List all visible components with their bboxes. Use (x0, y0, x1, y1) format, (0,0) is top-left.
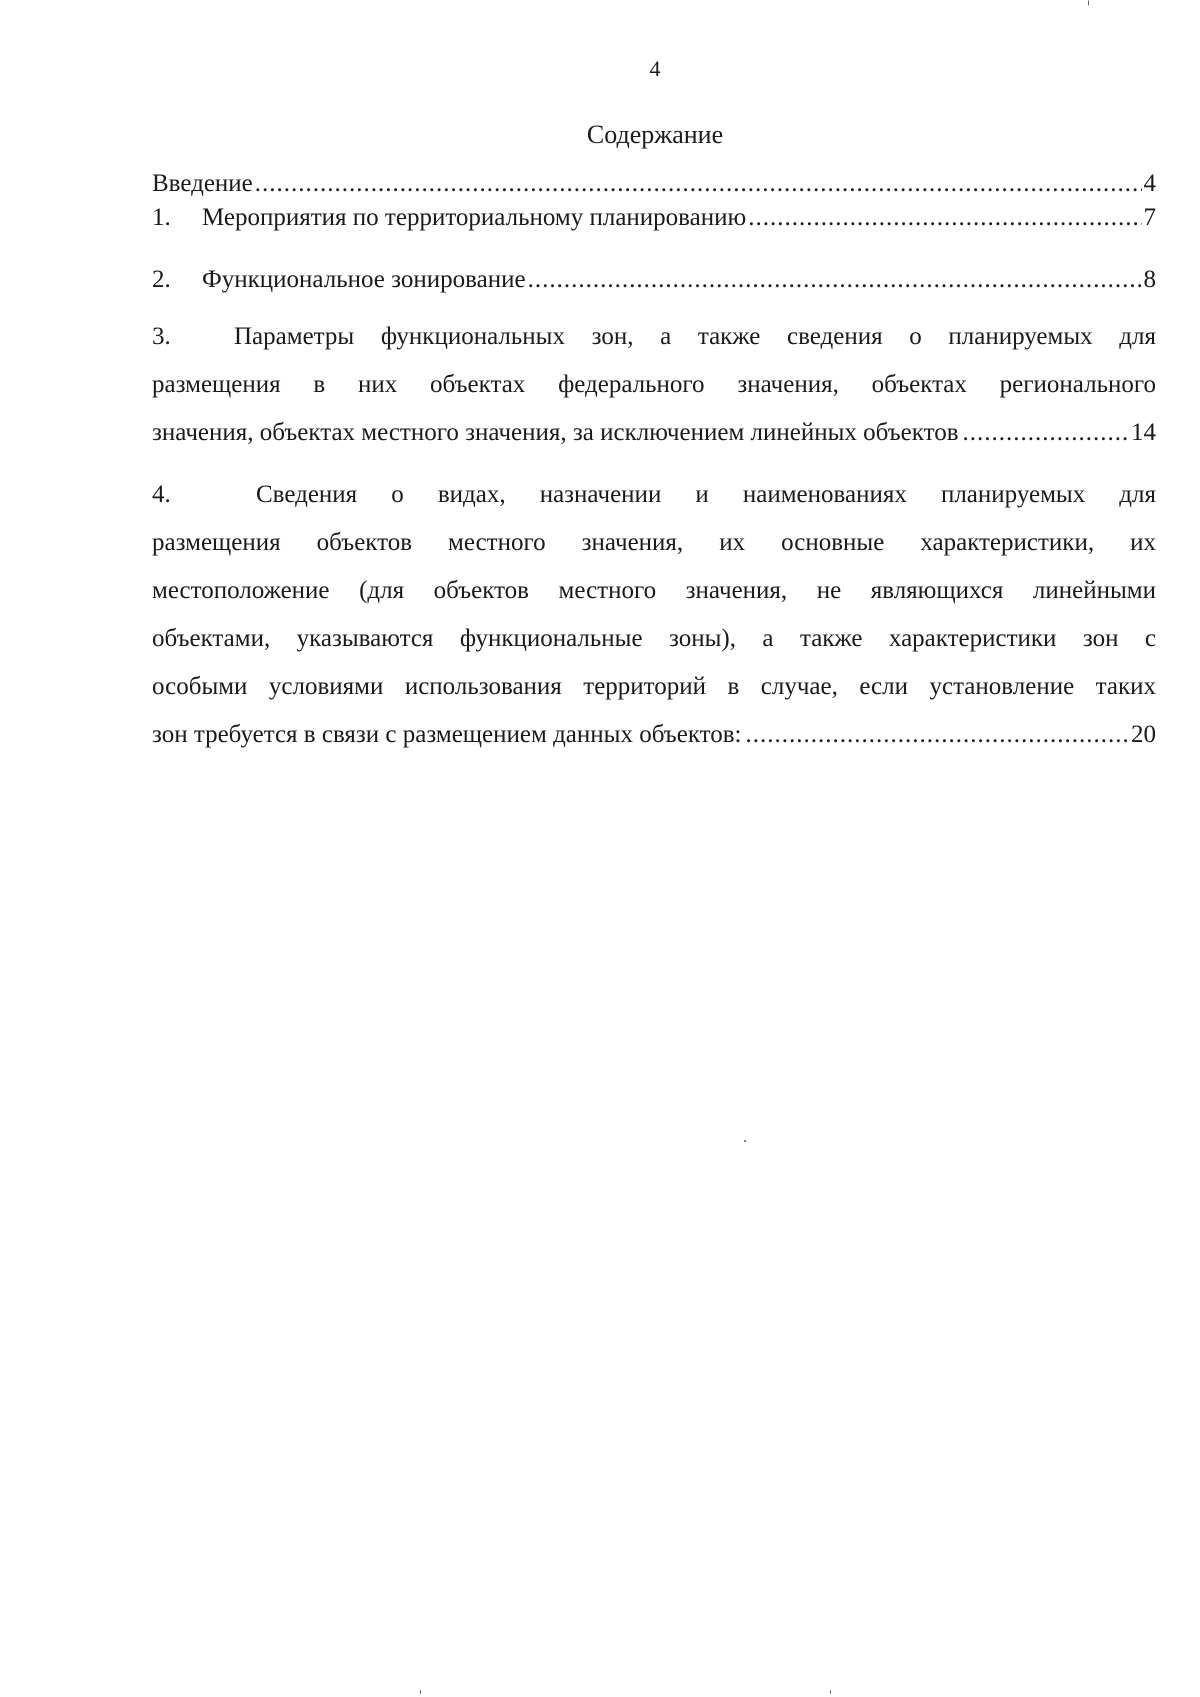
scan-speck (744, 1140, 746, 1142)
leader-dots (255, 166, 1142, 202)
scan-speck (1088, 0, 1089, 6)
toc-entry-3[interactable] (152, 313, 1156, 457)
toc-entry-number: 2. (152, 266, 171, 293)
page-number: 4 (649, 56, 661, 81)
toc-entry-2[interactable] (152, 262, 1156, 298)
toc-entry-page: 4 (1143, 170, 1156, 197)
toc-entry-number: 1. (152, 204, 171, 231)
toc-entry-intro[interactable] (152, 166, 1156, 202)
toc-entry-line (152, 409, 1156, 457)
toc-entry-line (152, 711, 1156, 759)
toc-entry-page: 14 (1131, 419, 1156, 446)
toc-entry-line: размещения в них объектах федерального значения, объектах регионального (152, 371, 1156, 398)
toc-entry-line (152, 313, 1156, 361)
toc-entry-line (152, 471, 1156, 519)
leader-dots (745, 711, 1127, 759)
toc-entry-line: размещения объектов местного значения, их основные характеристики, их (152, 529, 1156, 556)
toc-entry-4[interactable] (152, 471, 1156, 759)
toc-entry-page: 20 (1131, 721, 1156, 748)
toc-entry-label: Мероприятия по территориальному планированию (202, 204, 747, 231)
toc-entry-text: Параметры функциональных зон, а также сведения о планируемых для (234, 323, 1156, 350)
toc-entry-label: Введение (152, 170, 253, 197)
toc-entry-page: 8 (1143, 266, 1156, 293)
leader-dots (963, 409, 1128, 457)
toc-entry-page: 7 (1143, 204, 1156, 231)
toc-entry-number: 3. (152, 323, 171, 350)
toc-entry-label: Функциональное зонирование (202, 266, 526, 293)
toc-entry-line: особыми условиями использования территорий в случае, если установление таких (152, 673, 1156, 700)
toc-entry-line: местоположение (для объектов местного значения, не являющихся линейными (152, 577, 1156, 604)
toc-entry-text: зон требуется в связи с размещением данных объектов: (152, 721, 742, 748)
toc-entry-line: объектами, указываются функциональные зоны), а также характеристики зон с (152, 625, 1156, 652)
toc-title: Содержание (586, 120, 724, 149)
toc-entry-text: Сведения о видах, назначении и наименованиях планируемых для (256, 481, 1156, 508)
scan-speck (830, 1690, 831, 1694)
leader-dots (748, 200, 1141, 236)
toc-entry-1[interactable] (152, 200, 1156, 236)
toc-entry-text: значения, объектах местного значения, за исключением линейных объектов (152, 419, 959, 446)
leader-dots (528, 262, 1142, 298)
scan-speck (420, 1690, 421, 1694)
toc-entry-number: 4. (152, 481, 171, 508)
